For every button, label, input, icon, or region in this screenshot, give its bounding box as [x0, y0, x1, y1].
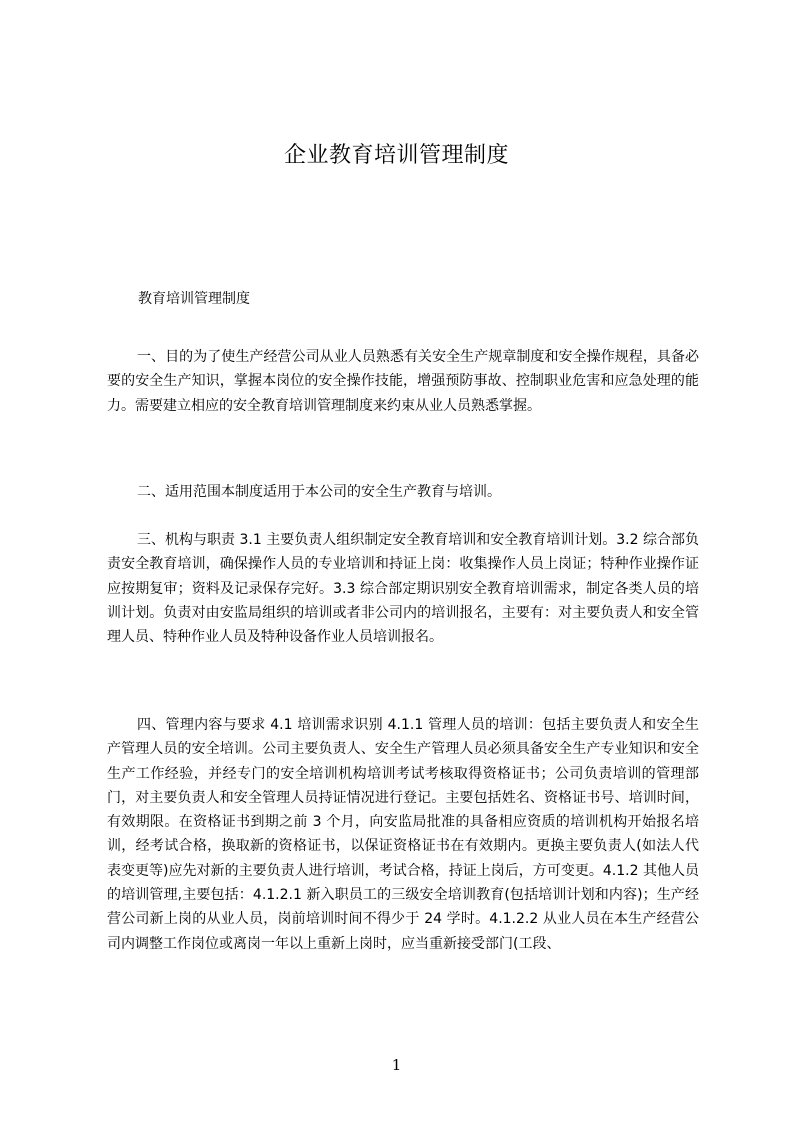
paragraph-purpose: 一、目的为了使生产经营公司从业人员熟悉有关安全生产规章制度和安全操作规程，具备必要的安全生产知识，掌握本岗位的安全操作技能，增强预防事故、控制职业危害和应急处理的能力。需要建立相应的安全教育培训管理制度来约束从业人员熟悉掌握。 — [107, 349, 699, 414]
paragraph-scope: 二、适用范围本制度适用于本公司的安全生产教育与培训。 — [137, 484, 501, 500]
section-heading: 教育培训管理制度 — [138, 291, 250, 307]
paragraph-requirements: 四、管理内容与要求 4.1 培训需求识别 4.1.1 管理人员的培训：包括主要负责人和安全生产管理人员的安全培训。公司主要负责人、安全生产管理人员必须具备安全生产专业知识和安全生产工作经验，并经专门的安全培训机构培训考试考核取得资格证书；公司负责培训的管理部门，对主要负责人和安全管理人员持证情况进行登记。主要包括姓名、资格证书号、培训时间，有效期限。在资格证书到期之前 3 个月，向安监局批准的具备相应资质的培训机构开始报名培训，经考试合格，换取新的资格证书，以保证资格证书在有效期内。更换主要负责人(如法人代表变更等)应先对新的主要负责人进行培训，考试合格，持证上岗后，方可变更。4.1.2 其他人员的培训管理,主要包括：4.1.2.1 新入职员工的三级安全培训教育(包括培训计划和内容)；生产经营公司新上岗的从业人员，岗前培训时间不得少于 24 学时。4.1.2.2 从业人员在本生产经营公司内调整工作岗位或离岗一年以上重新上岗时，应当重新接受部门(工段、 — [107, 717, 699, 952]
document-title: 企业教育培训管理制度 — [283, 143, 509, 168]
paragraph-responsibilities: 三、机构与职责 3.1 主要负责人组织制定安全教育培训和安全教育培训计划。3.2 综合部负责安全教育培训，确保操作人员的专业培训和持证上岗：收集操作人员上岗证；特种作业操作证应按期复审；资料及记录保存完好。3.3 综合部定期识别安全教育培训需求，制定各类人员的培训计划。负责对由安监局组织的培训或者非公司内的培训报名，主要有：对主要负责人和安全管理人员、特种作业人员及特种设备作业人员培训报名。 — [107, 532, 699, 646]
page-number: 1 — [391, 1056, 402, 1074]
